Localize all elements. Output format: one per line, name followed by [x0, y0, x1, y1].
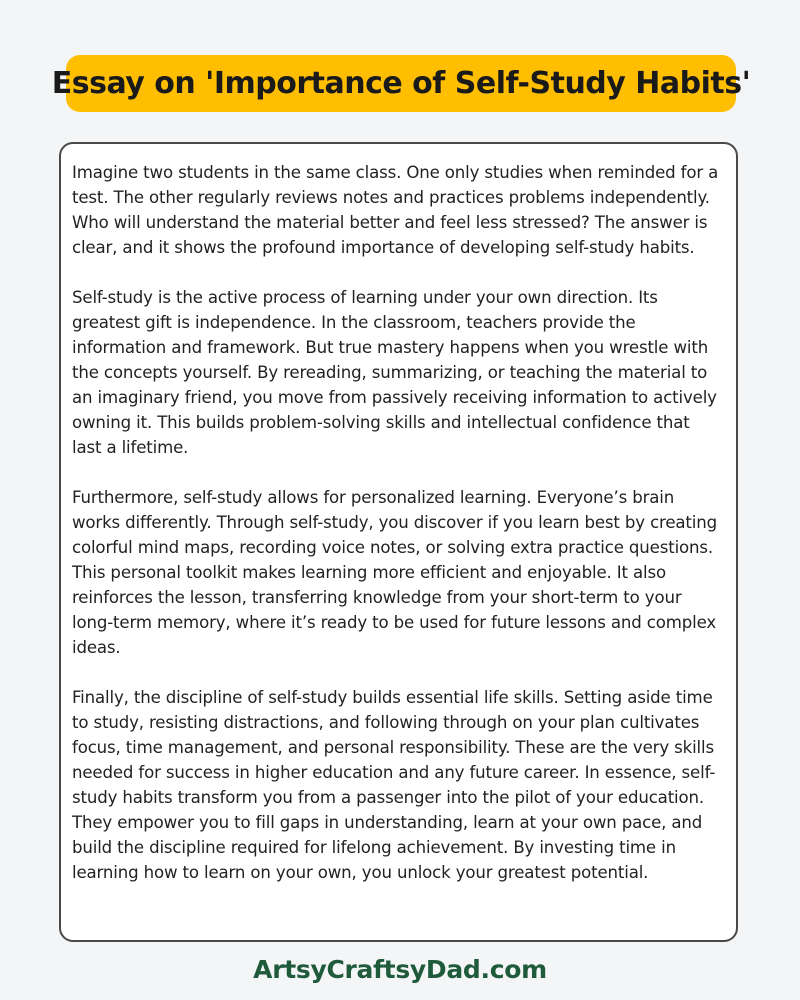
- essay-paragraph-3: Furthermore, self-study allows for personalized learning. Everyone’s brain works differently. Through self-study, you discover if you learn best by creating colorful mind maps, recording voice notes, or solving extra practice questions. This personal toolkit makes learning more efficient and enjoyable. It also reinforces the lesson, transferring knowledge from your short-term to your long-term memory, where it’s ready to be used for future lessons and complex ideas.: [72, 488, 718, 657]
- essay-paragraph-4: Finally, the discipline of self-study builds essential life skills. Setting aside time to study, resisting distractions, and following through on your plan cultivates focus, time management, and personal responsibility. These are the very skills needed for success in higher education and any future career. In essence, self-study habits transform you from a passenger into the pilot of your education. They empower you to fill gaps in understanding, learn at your own pace, and build the discipline required for lifelong achievement. By investing time in learning how to learn on your own, you unlock your greatest potential.: [72, 688, 716, 882]
- page-title: Essay on 'Importance of Self-Study Habits': [51, 66, 751, 101]
- website-footer: ArtsyCraftsyDad.com: [253, 955, 547, 984]
- essay-paragraph-1: Imagine two students in the same class. One only studies when reminded for a test. The other regularly reviews notes and practices problems independently. Who will understand the material better and feel less stressed? The answer is clear, and it shows the profound importance of developing self-study habits.: [72, 163, 719, 257]
- essay-paragraph-2: Self-study is the active process of learning under your own direction. Its greatest gift is independence. In the classroom, teachers provide the information and framework. But true mastery happens when you wrestle with the concepts yourself. By rereading, summarizing, or teaching the material to an imaginary friend, you move from passively receiving information to actively owning it. This builds problem-solving skills and intellectual confidence that last a lifetime.: [72, 288, 717, 457]
- title-banner: [51, 55, 751, 112]
- essay-box: [59, 142, 738, 942]
